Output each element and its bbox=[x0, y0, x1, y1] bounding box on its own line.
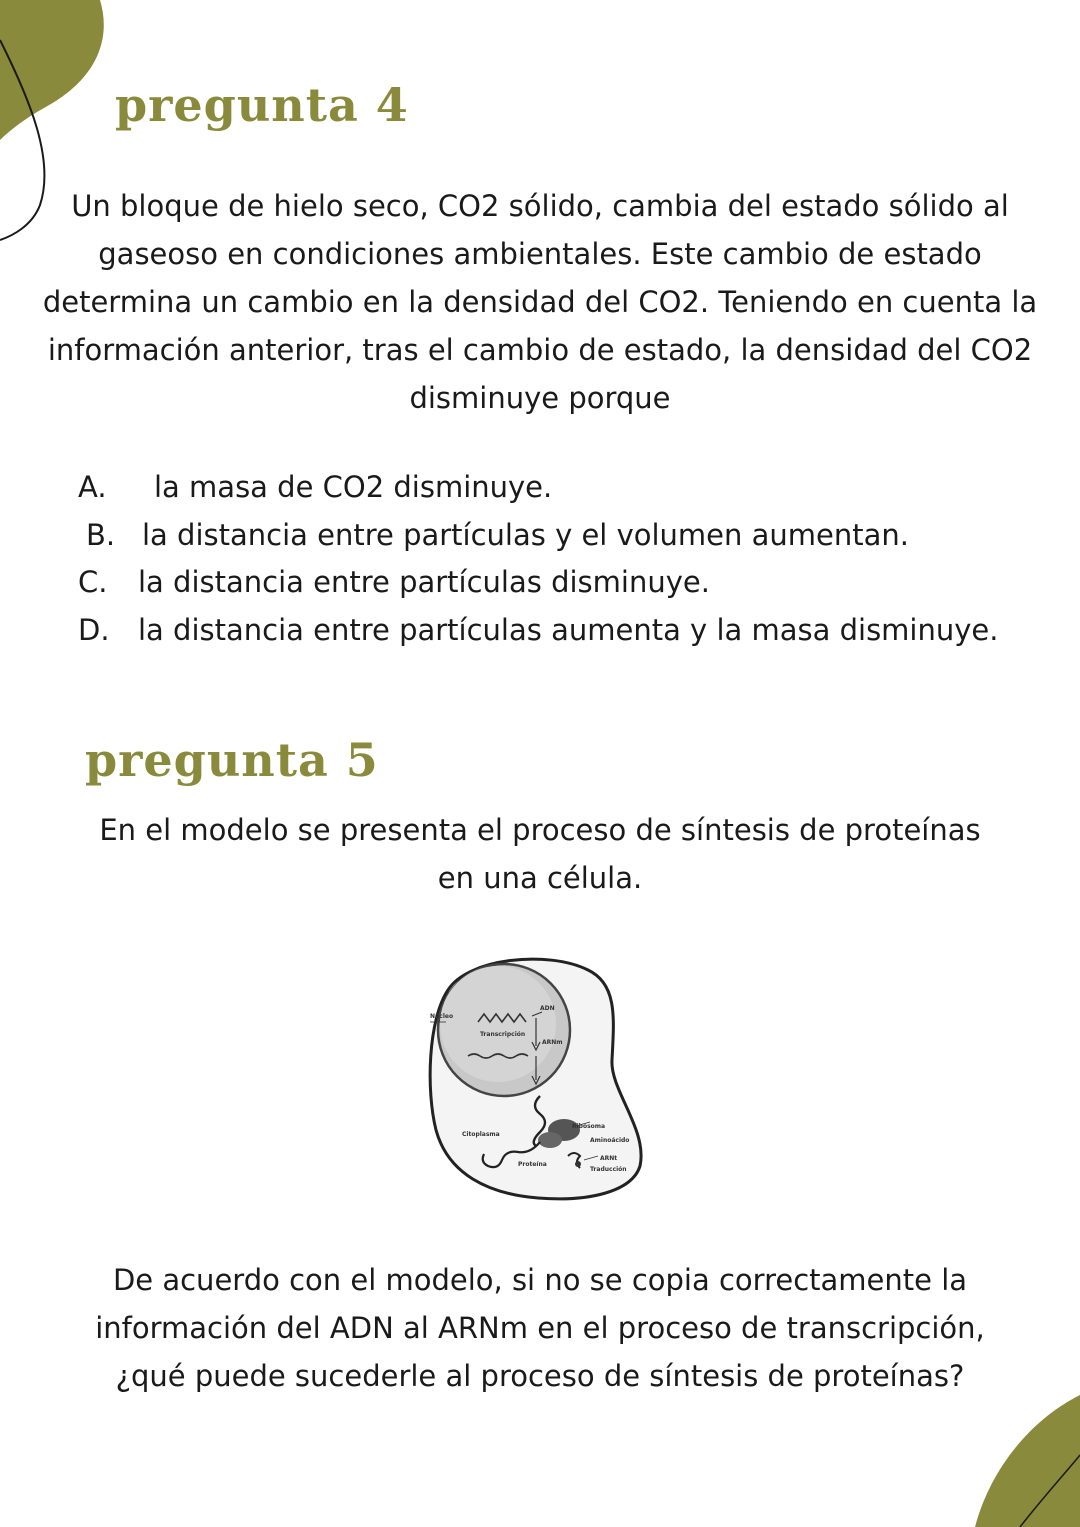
stem-line: disminuye porque bbox=[409, 381, 671, 415]
prompt-line: ¿qué puede sucederle al proceso de síntesis de proteínas? bbox=[115, 1359, 965, 1393]
label-arnt: ARNt bbox=[600, 1155, 618, 1162]
question-4-heading: pregunta 4 bbox=[115, 78, 409, 132]
answer-options bbox=[78, 464, 1058, 654]
option-c bbox=[78, 559, 1058, 607]
option-text: la masa de CO2 disminuye. bbox=[154, 470, 553, 504]
prompt-line: información del ADN al ARNm en el proceso de transcripción, bbox=[95, 1311, 985, 1345]
label-proteina: Proteína bbox=[518, 1161, 547, 1168]
label-nucleo: Núcleo bbox=[430, 1013, 454, 1020]
option-text: la distancia entre partículas aumenta y la masa disminuye. bbox=[138, 612, 999, 647]
label-arnm: ARNm bbox=[542, 1039, 563, 1046]
option-d bbox=[78, 607, 1058, 655]
question-4-stem bbox=[20, 182, 1060, 422]
question-5-prompt bbox=[60, 1256, 1020, 1400]
option-text: la distancia entre partículas y el volumen aumentan. bbox=[142, 517, 909, 552]
option-a bbox=[78, 464, 1058, 512]
bottom-right-curve-line bbox=[1020, 1455, 1080, 1527]
bottom-right-blob bbox=[975, 1395, 1080, 1527]
label-transcripcion: Transcripción bbox=[480, 1031, 526, 1038]
protein-synthesis-diagram bbox=[418, 950, 650, 1206]
stem-line: Un bloque de hielo seco, CO2 sólido, cambia del estado sólido al bbox=[71, 189, 1009, 223]
label-citoplasma: Citoplasma bbox=[462, 1131, 500, 1138]
option-b bbox=[78, 512, 1058, 560]
option-text: la distancia entre partículas disminuye. bbox=[138, 565, 710, 599]
top-left-blob bbox=[0, 0, 104, 140]
stem-line: gaseoso en condiciones ambientales. Este cambio de estado bbox=[98, 237, 982, 271]
intro-line: en una célula. bbox=[437, 861, 643, 895]
question-5-heading: pregunta 5 bbox=[85, 733, 379, 787]
intro-line: En el modelo se presenta el proceso de síntesis de proteínas bbox=[99, 813, 981, 847]
option-letter: A. bbox=[78, 470, 107, 504]
option-letter: D. bbox=[78, 612, 110, 647]
option-letter: C. bbox=[78, 565, 108, 599]
label-ribosoma: Ribosoma bbox=[572, 1123, 606, 1130]
label-traduccion: Traducción bbox=[590, 1166, 627, 1173]
label-aminoacido: Aminoácido bbox=[590, 1137, 630, 1144]
stem-line: determina un cambio en la densidad del CO2. Teniendo en cuenta la bbox=[42, 285, 1038, 319]
option-letter: B. bbox=[86, 517, 116, 552]
question-5-intro bbox=[60, 806, 1020, 902]
label-adn: ADN bbox=[540, 1005, 555, 1012]
prompt-line: De acuerdo con el modelo, si no se copia correctamente la bbox=[112, 1263, 968, 1297]
stem-line: información anterior, tras el cambio de estado, la densidad del CO2 bbox=[47, 333, 1033, 367]
